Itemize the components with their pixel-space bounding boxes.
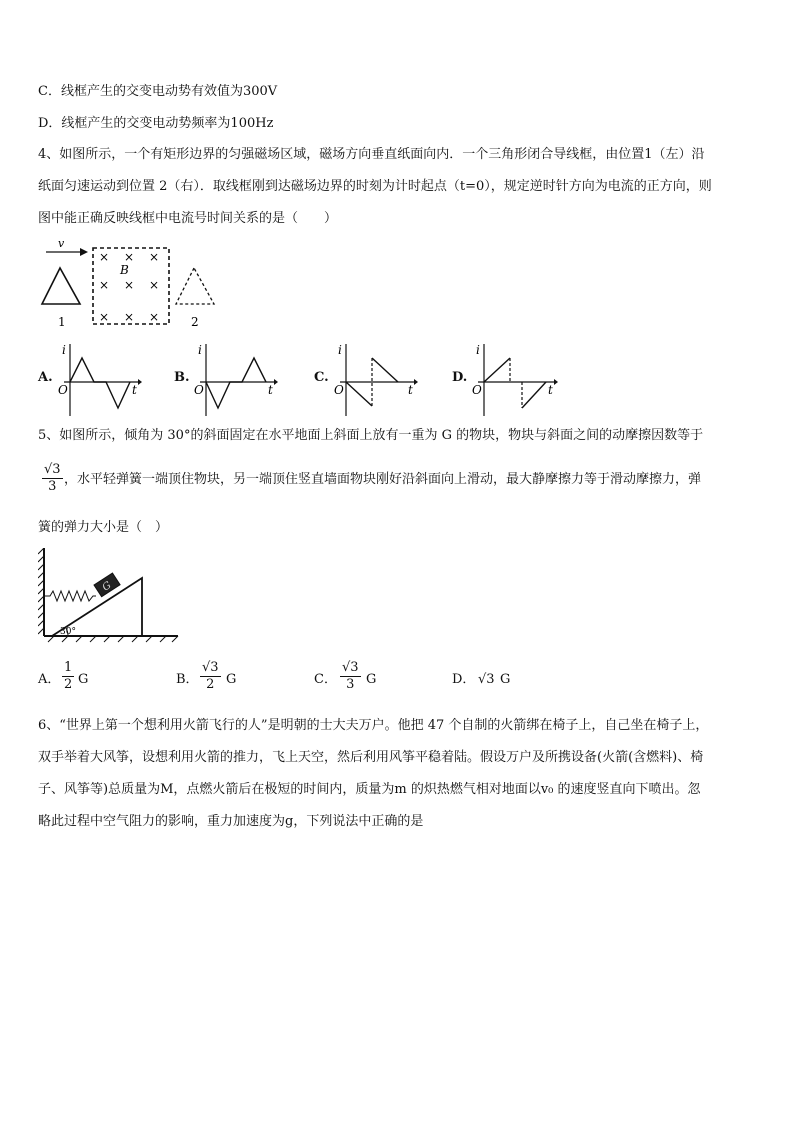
- field-cross: ×: [124, 310, 135, 324]
- q4-text-line-3: 图中能正确反映线框中电流号时间关系的是（ ）: [38, 211, 338, 226]
- angle-label: 30°: [60, 627, 76, 637]
- q5-text-line-3: 簧的弹力大小是（ ）: [38, 520, 169, 535]
- q4-graph-d: [472, 340, 560, 418]
- q4-graph-b: [194, 340, 278, 418]
- q4-text-line-2: 纸面匀速运动到位置 2（右）．取线框刚到达磁场边界的时刻为计时起点（t=0），规定逆时针方向为电流的正方向，则: [38, 179, 712, 194]
- field-cross: ×: [99, 310, 110, 324]
- velocity-label: v: [58, 237, 65, 250]
- triangle-position-1: [42, 268, 80, 304]
- q5-option-d-value: √3: [478, 672, 495, 687]
- q3-option-c: C．线框产生的交变电动势有效值为300V: [38, 84, 278, 99]
- field-cross: ×: [149, 310, 160, 324]
- svg-text:i: i: [198, 343, 202, 357]
- current-curve: [346, 382, 372, 406]
- current-curve: [70, 358, 130, 408]
- fraction-numerator: √3: [44, 462, 61, 477]
- q4-option-a-label: A.: [38, 370, 53, 385]
- svg-text:O: O: [194, 383, 204, 397]
- q5-option-a-suffix: G: [78, 672, 89, 687]
- svg-text:i: i: [62, 343, 66, 357]
- q4-option-d-label: D.: [452, 370, 468, 385]
- velocity-arrowhead: [80, 248, 88, 256]
- fraction-denominator: 3: [48, 479, 57, 494]
- svg-text:t: t: [132, 383, 137, 397]
- q6-text-line-2: 双手举着大风筝，设想利用火箭的推力，飞上天空，然后利用风筝平稳着陆。假设万户及所携设备(火箭(含燃料)、椅: [38, 750, 704, 765]
- svg-text:i: i: [476, 343, 480, 357]
- svg-text:O: O: [58, 383, 68, 397]
- q5-option-a-fraction: $\frac{1}{2}$: [64, 660, 73, 692]
- field-cross: ×: [124, 250, 135, 264]
- field-cross: ×: [99, 250, 110, 264]
- position-2-label: 2: [191, 315, 199, 329]
- svg-text:i: i: [338, 343, 342, 357]
- current-curve: [484, 358, 510, 382]
- spring: [44, 591, 96, 601]
- block: [94, 573, 120, 597]
- q6-text-line-4: 略此过程中空气阻力的影响，重力加速度为g，下列说法中正确的是: [38, 814, 424, 829]
- svg-text:t: t: [408, 383, 413, 397]
- q5-text-line-1: 5、如图所示，倾角为 30°的斜面固定在水平地面上斜面上放有一重为 G 的物块，物块与斜面之间的动摩擦因数等于: [38, 428, 704, 443]
- q4-figure: [36, 236, 226, 332]
- q5-option-d-label: D．: [452, 672, 476, 687]
- q4-graph-c: [334, 340, 418, 418]
- q4-text-line-1: 4、如图所示，一个有矩形边界的匀强磁场区域，磁场方向垂直纸面向内．一个三角形闭合导线框，由位置1（左）沿: [38, 147, 705, 162]
- current-curve: [522, 382, 546, 408]
- q5-option-c-suffix: G: [366, 672, 377, 687]
- q4-option-b-label: B.: [174, 370, 190, 385]
- current-curve: [372, 358, 398, 382]
- current-curve: [206, 358, 266, 408]
- q5-text-line-2: ，水平轻弹簧一端顶住物块，另一端顶住竖直墙面物块刚好沿斜面向上滑动，最大静摩擦力等于滑动摩擦力，弹: [64, 472, 702, 487]
- position-1-label: 1: [58, 315, 66, 329]
- svg-text:t: t: [548, 383, 553, 397]
- field-b-label: B: [120, 263, 129, 277]
- triangle-position-2: [176, 268, 214, 304]
- svg-text:O: O: [472, 383, 482, 397]
- q4-graph-a: [58, 340, 142, 418]
- field-cross: ×: [149, 278, 160, 292]
- q5-option-d-suffix: G: [500, 672, 511, 687]
- svg-text:t: t: [268, 383, 273, 397]
- q5-option-b-suffix: G: [226, 672, 237, 687]
- q5-figure: [38, 548, 182, 644]
- field-cross: ×: [124, 278, 135, 292]
- q3-option-d: D．线框产生的交变电动势频率为100Hz: [38, 116, 274, 131]
- svg-text:O: O: [334, 383, 344, 397]
- q5-mu-fraction: [42, 462, 63, 495]
- q4-option-c-label: C.: [314, 370, 329, 385]
- q5-option-b-fraction: $\frac{√3}{2}$: [202, 660, 219, 692]
- q5-option-a-label: A．: [38, 672, 61, 687]
- svg-text:G: G: [100, 579, 114, 594]
- field-cross: ×: [149, 250, 160, 264]
- q6-text-line-1: 6、“世界上第一个想利用火箭飞行的人”是明朝的士大夫万户。他把 47 个自制的火箭绑在椅子上，自己坐在椅子上，: [38, 718, 709, 733]
- field-cross: ×: [99, 278, 110, 292]
- q5-option-b-label: B．: [176, 672, 199, 687]
- q6-text-line-3: 子、风筝等)总质量为M，点燃火箭后在极短的时间内，质量为m 的炽热燃气相对地面以v₀ 的速度竖直向下喷出。忽: [38, 782, 701, 797]
- q5-option-c-fraction: $\frac{√3}{3}$: [342, 660, 359, 692]
- q5-option-c-label: C．: [314, 672, 337, 687]
